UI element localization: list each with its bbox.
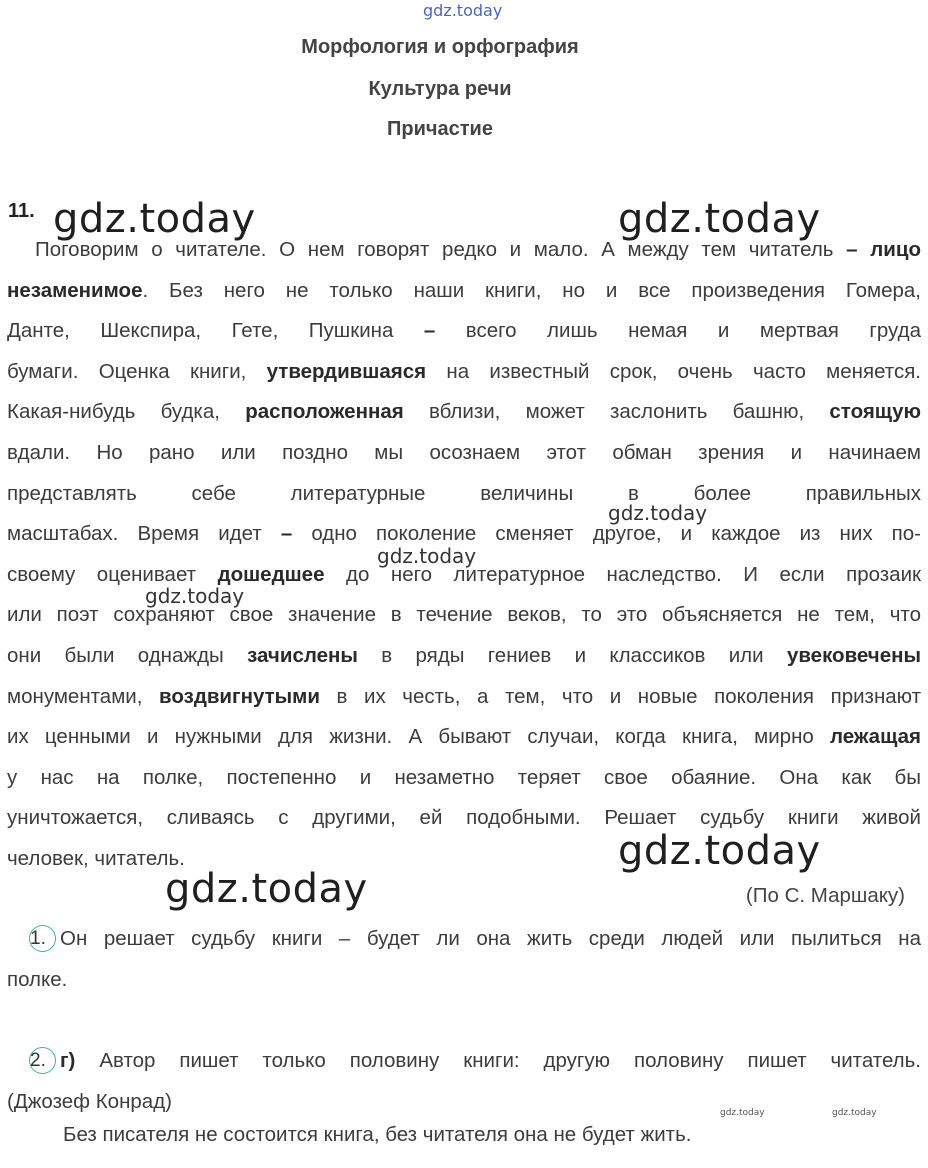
- watermark-large: gdz.today: [53, 196, 256, 242]
- final-sentence: Без писателя не состоится книга, без читателя она не будет жить.: [63, 1123, 692, 1146]
- watermark-medium: gdz.today: [145, 584, 245, 608]
- answer-line: 1. Он решает судьбу книги – будет ли она жить среди людей или пылиться на: [30, 927, 921, 950]
- text-line: своему оценивает дошедшее до него литературное наследство. И если прозаик: [7, 562, 921, 586]
- answer-line: (Джозеф Конрад): [7, 1089, 172, 1113]
- text-line: масштабах. Время идет – одно поколение сменяет другое, и каждое из них по-: [7, 522, 921, 546]
- text-line: уничтожается, сливаясь с другими, ей подобными. Решает судьбу книги живой: [7, 806, 921, 830]
- watermark-large: gdz.today: [618, 196, 821, 242]
- text-line: незаменимое. Без него не только наши книги, но и все произведения Гомера,: [7, 278, 921, 302]
- exercise-number: 11.: [8, 200, 35, 222]
- watermark-medium: gdz.today: [377, 544, 477, 568]
- answer-2: [7, 1041, 921, 1122]
- text-line: вдали. Но рано или поздно мы осознаем этот обман зрения и начинаем: [7, 440, 921, 464]
- watermark-small: gdz.today: [832, 1108, 877, 1118]
- text-line: монументами, воздвигнутыми в их честь, а тем, что и новые поколения признают: [7, 684, 921, 708]
- answer-number-circle: 2.: [29, 1047, 56, 1074]
- watermark-large: gdz.today: [165, 866, 368, 912]
- text-line: представлять себе литературные величины в более правильных: [7, 481, 921, 505]
- text-line: Какая-нибудь будка, расположенная вблизи, может заслонить башню, стоящую: [7, 400, 921, 424]
- text-line: или поэт сохраняют свое значение в течение веков, то это объясняется не тем, что: [7, 603, 921, 627]
- answer-1: [7, 919, 921, 1000]
- text-line: они были однажды зачислены в ряды гениев и классиков или увековечены: [7, 643, 921, 667]
- section-subheading: Культура речи: [368, 78, 512, 100]
- answer-line: 2. г) Автор пишет только половину книги: другую половину пишет читатель.: [30, 1049, 921, 1072]
- answer-number-circle: 1.: [29, 925, 56, 952]
- text-line: бумаги. Оценка книги, утвердившаяся на известный срок, очень часто меняется.: [7, 359, 921, 383]
- watermark-medium: gdz.today: [608, 501, 708, 525]
- watermark-small: gdz.today: [720, 1108, 765, 1118]
- text-line: их ценными и нужными для жизни. А бывают случаи, когда книга, мирно лежащая: [7, 725, 921, 749]
- text-line: у нас на полке, постепенно и незаметно теряет свое обаяние. Она как бы: [7, 765, 921, 789]
- text-line: Данте, Шекспира, Гете, Пушкина – всего лишь немая и мертвая груда: [7, 319, 921, 343]
- watermark-top: gdz.today: [423, 1, 503, 20]
- section-heading: Морфология и орфография: [301, 36, 579, 58]
- watermark-large: gdz.today: [618, 828, 821, 874]
- text-line: человек, читатель.: [7, 846, 185, 870]
- exercise-text: [7, 230, 921, 880]
- text-line: Поговорим о читателе. О нем говорят редко и мало. А между тем читатель – лицо: [35, 238, 921, 261]
- topic-heading: Причастие: [387, 118, 493, 140]
- author-attribution: (По С. Маршаку): [745, 884, 905, 907]
- answer-line: полке.: [7, 967, 68, 991]
